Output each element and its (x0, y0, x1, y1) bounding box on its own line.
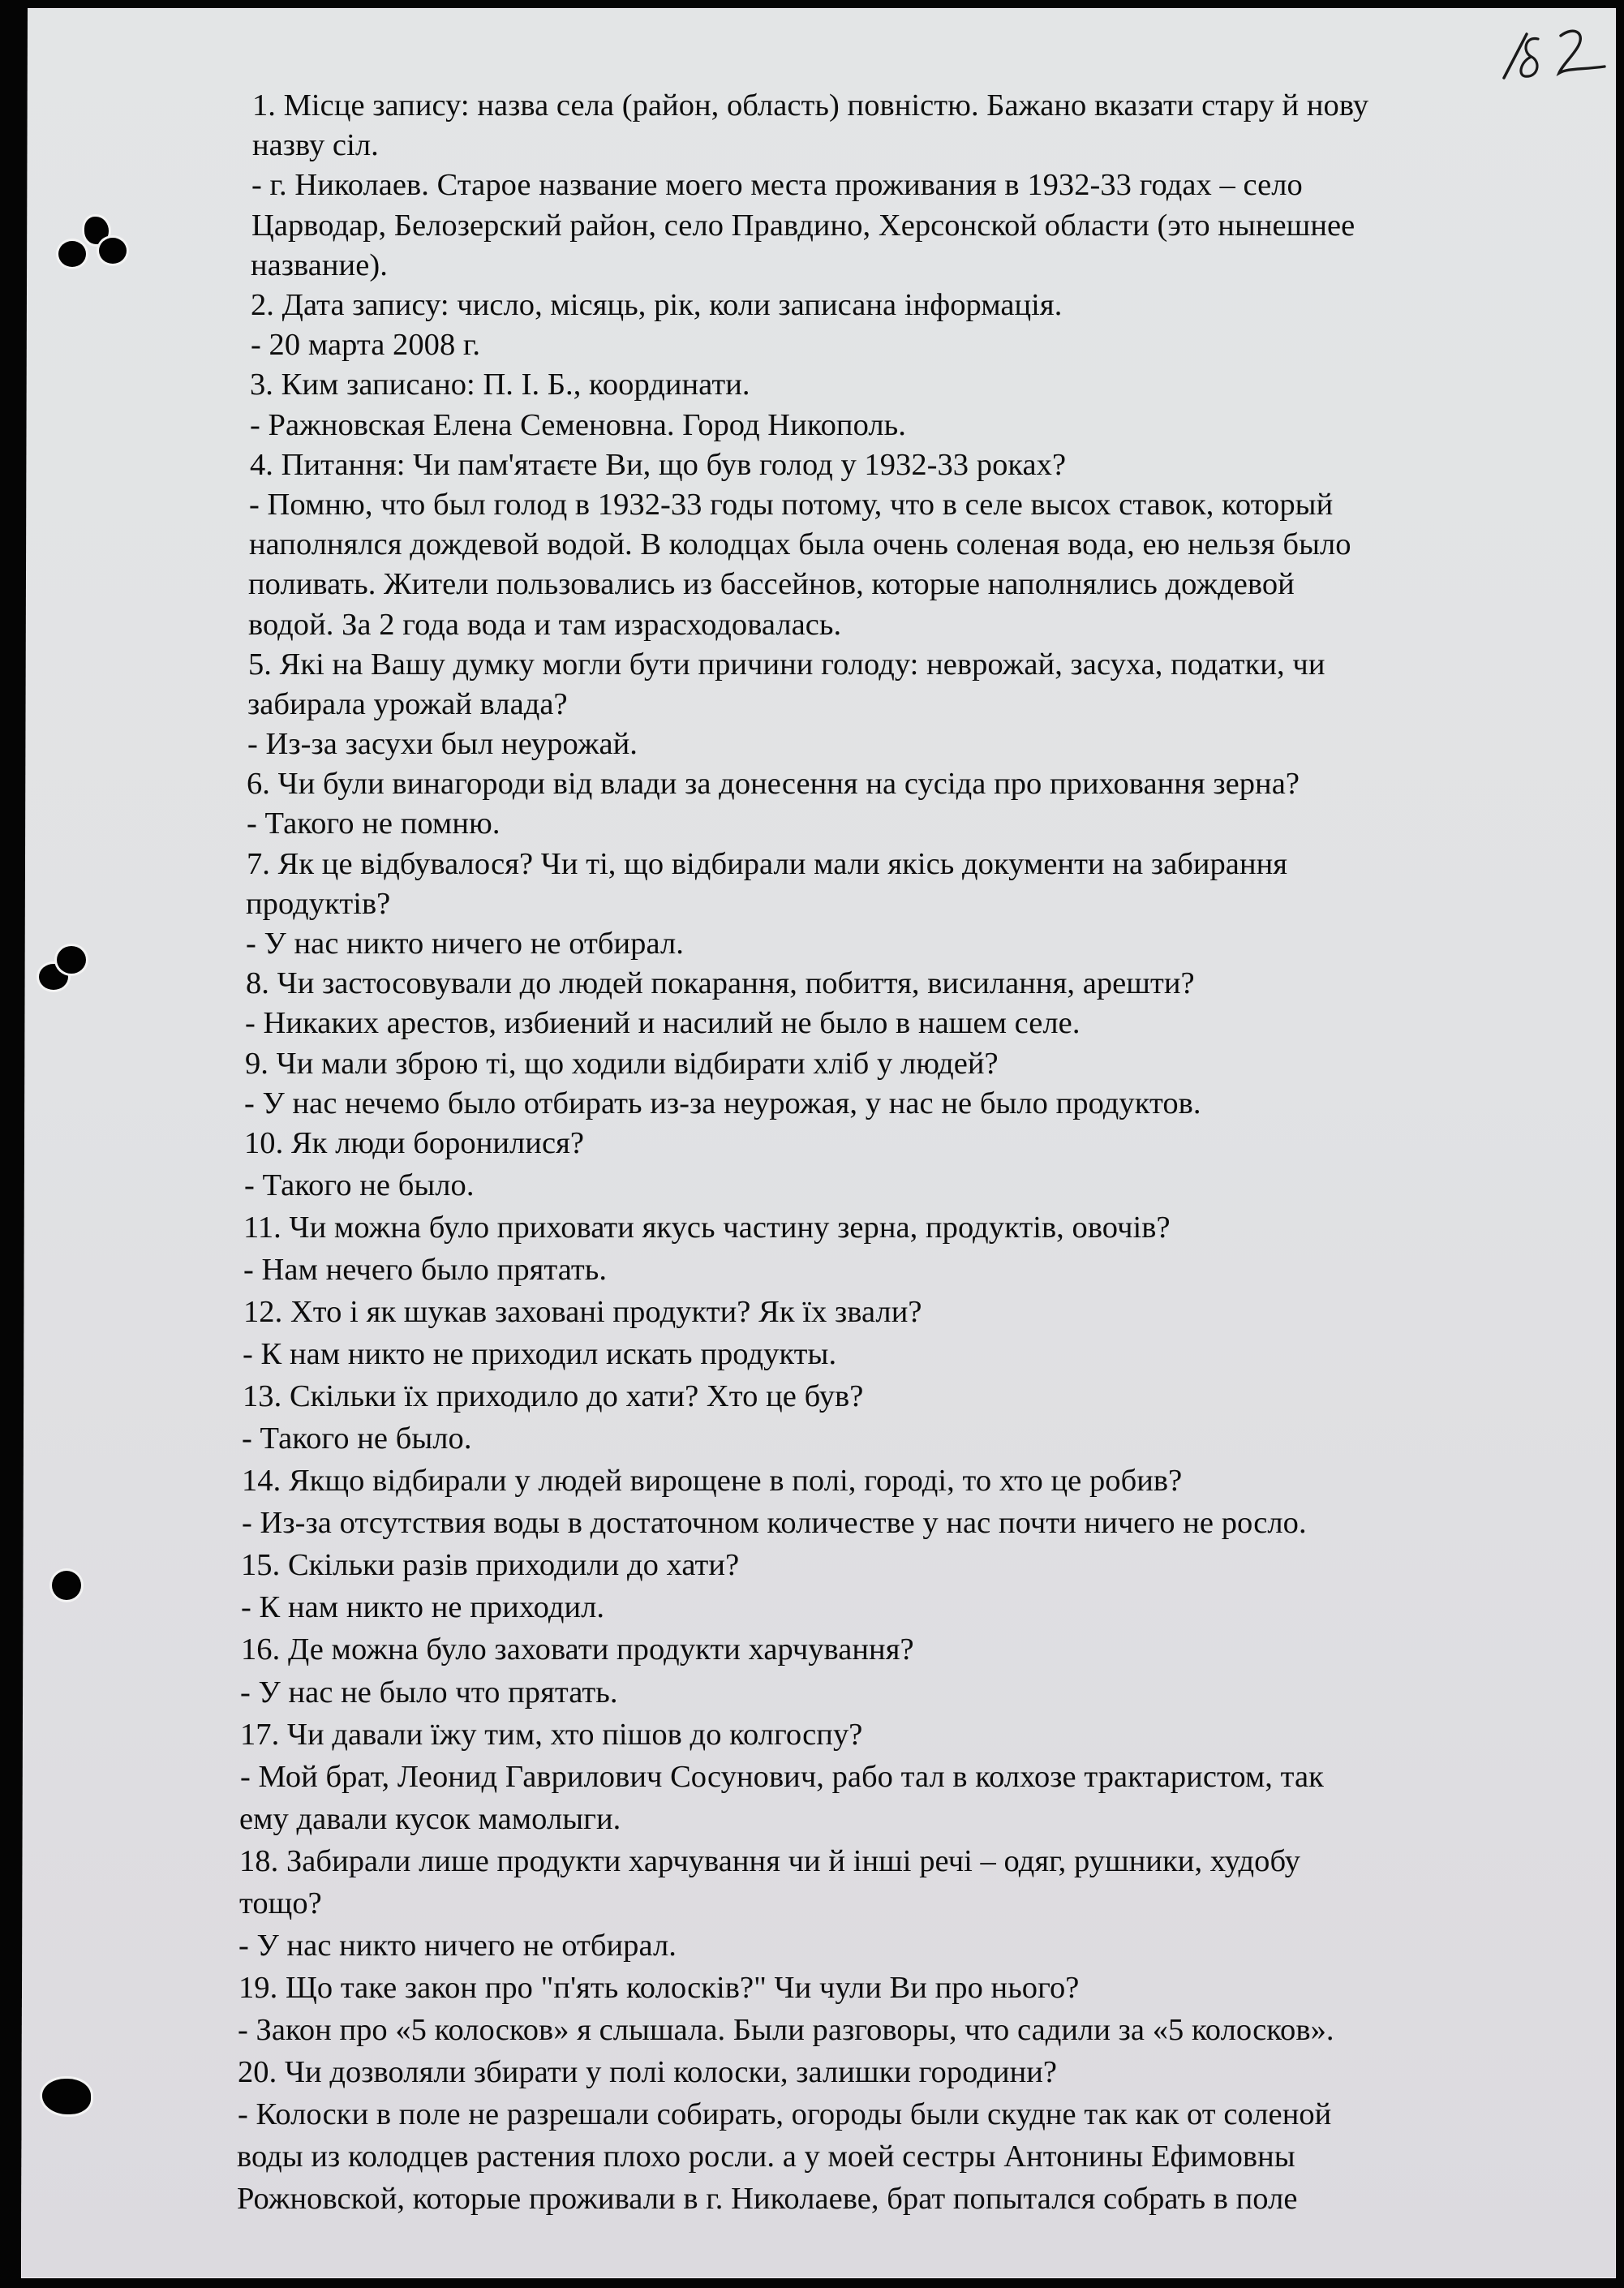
text-line: тощо? (239, 1886, 322, 1920)
question-line: 18. Забирали лише продукти харчування чи й інші речі – одяг, рушники, худобу (239, 1844, 1300, 1878)
answer-line: - Такого не помню. (247, 806, 501, 841)
answer-line: - Закон про «5 колосков» я слышала. Были разговоры, что садили за «5 колосков». (238, 2013, 1334, 2047)
answer-line: - Мой брат, Леонид Гаврилович Сосунович, рабо тал в колхозе трактаристом, так (240, 1760, 1324, 1794)
question-line: 17. Чи давали їжу тим, хто пішов до колгоспу? (240, 1718, 863, 1752)
answer-line: - У нас никто ничего не отбирал. (238, 1929, 677, 1963)
answer-line: - 20 марта 2008 г. (251, 328, 481, 362)
answer-line: - Такого не было. (244, 1168, 475, 1202)
question-line: 19. Що таке закон про "п'ять колосків?" Чи чули Ви про нього? (238, 1971, 1080, 2005)
question-line: 11. Чи можна було приховати якусь частину зерна, продуктів, овочів? (243, 1211, 1171, 1245)
question-line: 2. Дата запису: число, місяць, рік, коли записана інформація. (251, 288, 1063, 322)
question-line: 4. Питання: Чи пам'ятаєте Ви, що був голод у 1932-33 роках? (250, 448, 1067, 482)
answer-line: - Из-за засухи был неурожай. (247, 727, 638, 761)
text-line: забирала урожай влада? (247, 687, 568, 721)
text-line: водой. За 2 года вода и там израсходовалась. (248, 608, 842, 642)
question-line: 7. Як це відбувалося? Чи ті, що відбирали мали якісь документи на забирання (247, 847, 1288, 881)
answer-line: - Нам нечего было прятать. (243, 1253, 608, 1287)
text-line: поливать. Жители пользовались из бассейнов, которые наполнялись дождевой (248, 567, 1295, 601)
text-line: ему давали кусок мамолыги. (239, 1802, 621, 1836)
question-line: 15. Скільки разів приходили до хати? (241, 1548, 740, 1582)
question-line: 1. Місце запису: назва села (район, область) повністю. Бажано вказати стару й нову (252, 88, 1369, 123)
question-line: 5. Які на Вашу думку могли бути причини голоду: неврожай, засуха, податки, чи (248, 647, 1325, 682)
answer-line: - г. Николаев. Старое название моего места проживания в 1932-33 годах – село (251, 168, 1303, 202)
answer-line: - У нас нечемо было отбирать из-за неурожая, у нас не было продуктов. (244, 1086, 1201, 1120)
answer-line: - Из-за отсутствия воды в достаточном количестве у нас почти ничего не росло. (242, 1506, 1307, 1540)
answer-line: - К нам никто не приходил. (241, 1590, 605, 1624)
answer-line: - Помню, что был голод в 1932-33 годы потому, что в селе высох ставок, который (249, 488, 1334, 522)
question-line: 10. Як люди боронилися? (244, 1126, 584, 1160)
answer-line: - Такого не было. (242, 1421, 472, 1456)
answer-line: - У нас никто ничего не отбирал. (246, 927, 684, 961)
question-line: 12. Хто і як шукав заховані продукти? Як їх звали? (243, 1295, 922, 1329)
question-line: 8. Чи застосовували до людей покарання, побиття, висилання, арешти? (246, 966, 1195, 1000)
text-line: название). (251, 248, 388, 282)
answer-line: - К нам никто не приходил искать продукты. (243, 1337, 837, 1371)
answer-line: - У нас не было что прятать. (240, 1675, 618, 1710)
text-line: продуктів? (246, 887, 391, 921)
text-line: воды из колодцев растения плохо росли. а у моей сестры Антонины Ефимовны (237, 2140, 1295, 2174)
text-line: Царводар, Белозерский район, село Правдино, Херсонской области (это нынешнее (251, 209, 1355, 243)
answer-line: - Колоски в поле не разрешали собирать, огороды были скудне так как от соленой (238, 2097, 1332, 2131)
question-line: 20. Чи дозволяли збирати у полі колоски, залишки городини? (238, 2055, 1058, 2089)
question-line: 16. Де можна було заховати продукти харчування? (241, 1632, 914, 1667)
question-line: 13. Скільки їх приходило до хати? Хто це був? (243, 1379, 864, 1413)
text-line: Рожновской, которые проживали в г. Николаеве, брат попытался собрать в поле (237, 2182, 1298, 2216)
answer-line: - Ражновская Елена Семеновна. Город Никополь. (250, 408, 906, 442)
text-line: назву сіл. (252, 128, 379, 162)
text-line: наполнялся дождевой водой. В колодцах была очень соленая вода, ею нельзя было (249, 527, 1351, 561)
answer-line: - Никаких арестов, избиений и насилий не было в нашем селе. (245, 1006, 1081, 1040)
question-line: 3. Ким записано: П. І. Б., координати. (250, 368, 750, 402)
question-line: 6. Чи були винагороди від влади за донесення на сусіда про приховання зерна? (247, 767, 1300, 801)
question-line: 14. Якщо відбирали у людей вирощене в полі, городі, то хто це робив? (242, 1464, 1183, 1498)
question-line: 9. Чи мали зброю ті, що ходили відбирати хліб у людей? (245, 1047, 999, 1081)
